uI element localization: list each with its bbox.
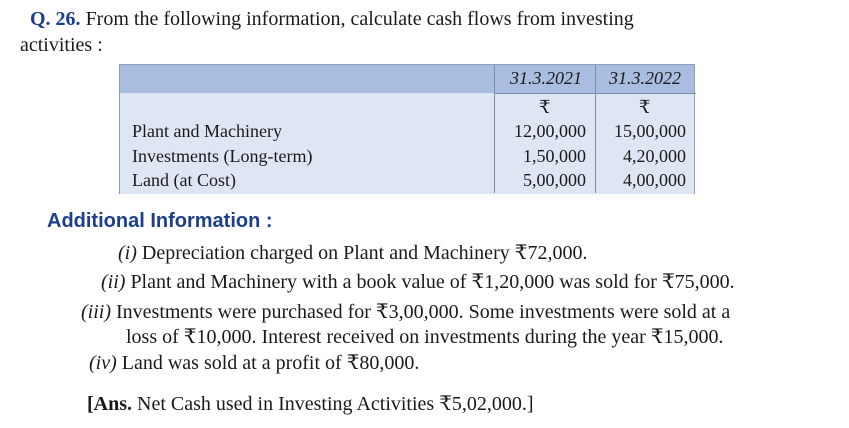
- answer-line: [87, 391, 534, 416]
- row-label-land: Land (at Cost): [132, 170, 236, 190]
- info-item-3: [81, 299, 730, 324]
- value-land-2022: 4,00,000: [623, 170, 686, 190]
- info-item-1: [118, 240, 587, 265]
- info-numeral-1: (i): [118, 242, 137, 264]
- currency-2021: ₹: [539, 97, 551, 117]
- currency-2022: ₹: [639, 97, 651, 117]
- question-line-2: activities :: [20, 34, 103, 56]
- row-label-plant: Plant and Machinery: [132, 121, 282, 141]
- row-label-investments: Investments (Long-term): [132, 146, 313, 166]
- info-text-3: Investments were purchased for ₹3,00,000. Some investments were sold at a: [116, 301, 731, 323]
- table-divider-1: [494, 65, 495, 193]
- info-item-3-cont: loss of ₹10,000. Interest received on investments during the year ₹15,000.: [126, 326, 724, 348]
- table-header-rule: [494, 93, 696, 94]
- value-investments-2022: 4,20,000: [623, 146, 686, 166]
- info-text-2: Plant and Machinery with a book value of ₹1,20,000 was sold for ₹75,000.: [130, 271, 735, 293]
- info-item-2: [101, 269, 735, 294]
- answer-text: Net Cash used in Investing Activities ₹5,02,000.]: [137, 393, 534, 415]
- info-numeral-4: (iv): [89, 352, 117, 374]
- info-text-1: Depreciation charged on Plant and Machinery ₹72,000.: [141, 242, 588, 264]
- question-text: From the following information, calculate cash flows from investing: [85, 8, 634, 30]
- answer-prefix: [Ans.: [87, 393, 133, 415]
- balance-table: [119, 64, 695, 194]
- col-header-2021: 31.3.2021: [510, 68, 582, 88]
- additional-info-heading: Additional Information :: [47, 210, 273, 232]
- col-header-2022: 31.3.2022: [609, 68, 681, 88]
- value-plant-2022: 15,00,000: [614, 121, 686, 141]
- question-line-1: [30, 8, 634, 31]
- value-investments-2021: 1,50,000: [523, 146, 586, 166]
- info-numeral-3: (iii): [81, 301, 111, 323]
- info-numeral-2: (ii): [101, 271, 126, 293]
- table-header-band: [120, 65, 694, 93]
- question-number: Q. 26.: [30, 8, 81, 30]
- table-divider-2: [595, 65, 596, 193]
- info-text-4: Land was sold at a profit of ₹80,000.: [121, 352, 420, 374]
- value-plant-2021: 12,00,000: [514, 121, 586, 141]
- value-land-2021: 5,00,000: [523, 170, 586, 190]
- info-item-4: [89, 350, 419, 375]
